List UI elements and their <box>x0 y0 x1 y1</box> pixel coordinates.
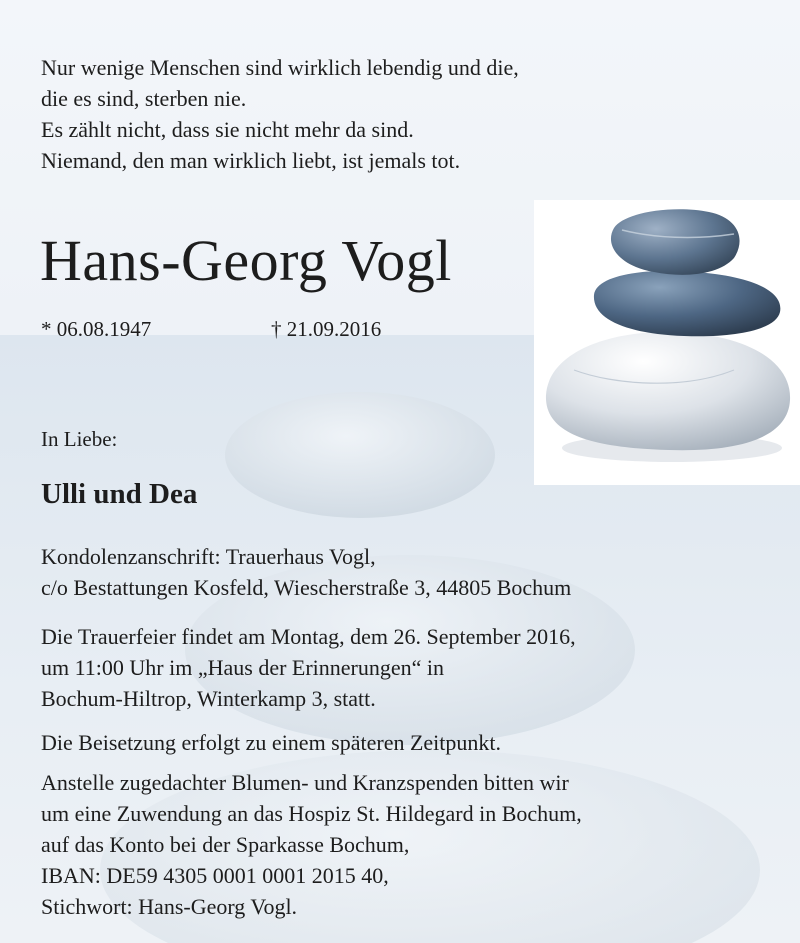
in-love-label: In Liebe: <box>41 427 118 451</box>
donation-line: Anstelle zugedachter Blumen- und Kranzspenden bitten wir <box>41 770 569 795</box>
quote-line: die es sind, sterben nie. <box>41 86 247 111</box>
funeral-info <box>41 621 576 714</box>
quote-line: Niemand, den man wirklich liebt, ist jemals tot. <box>41 148 461 173</box>
address-line: c/o Bestattungen Kosfeld, Wiescherstraße 3, 44805 Bochum <box>41 575 572 600</box>
burial-line: Die Beisetzung erfolgt zu einem späteren Zeitpunkt. <box>41 730 502 755</box>
death-date: † 21.09.2016 <box>271 317 382 341</box>
signers: Ulli und Dea <box>41 478 198 510</box>
address-line: Kondolenzanschrift: Trauerhaus Vogl, <box>41 544 376 569</box>
deceased-name: Hans-Georg Vogl <box>40 228 452 293</box>
quote-line: Nur wenige Menschen sind wirklich lebendig und die, <box>41 55 519 80</box>
birth-date: * 06.08.1947 <box>41 317 152 341</box>
donation-line: auf das Konto bei der Sparkasse Bochum, <box>41 832 410 857</box>
burial-info <box>41 727 501 758</box>
donation-line: IBAN: DE59 4305 0001 0001 2015 40, <box>41 863 389 888</box>
donation-line: um eine Zuwendung an das Hospiz St. Hildegard in Bochum, <box>41 801 582 826</box>
funeral-line: um 11:00 Uhr im „Haus der Erinnerungen“ in <box>41 655 445 680</box>
memorial-quote <box>41 52 519 176</box>
stacked-stones-image <box>534 200 800 485</box>
quote-line: Es zählt nicht, dass sie nicht mehr da sind. <box>41 117 414 142</box>
donation-info <box>41 767 582 922</box>
condolence-address <box>41 541 571 603</box>
donation-line: Stichwort: Hans-Georg Vogl. <box>41 894 298 919</box>
funeral-line: Bochum-Hiltrop, Winterkamp 3, statt. <box>41 686 376 711</box>
life-dates <box>41 315 382 343</box>
funeral-line: Die Trauerfeier findet am Montag, dem 26. September 2016, <box>41 624 576 649</box>
